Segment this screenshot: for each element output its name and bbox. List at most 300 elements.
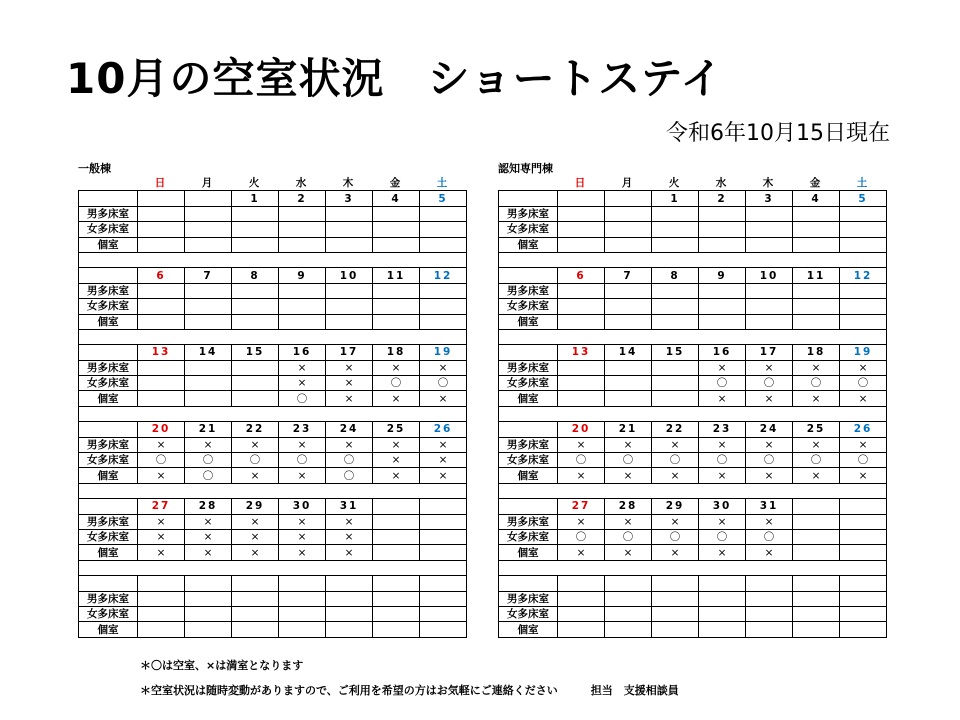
availability-cell: × xyxy=(420,468,467,483)
page-title: 10月の空室状況 ショートステイ xyxy=(66,54,724,103)
availability-cell xyxy=(699,606,746,621)
room-type-label: 女多床室 xyxy=(79,222,138,237)
availability-cell: 〇 xyxy=(326,468,373,483)
room-row xyxy=(499,222,887,237)
availability-cell xyxy=(420,529,467,544)
room-type-label: 個室 xyxy=(499,468,558,483)
weekday-label: 木 xyxy=(762,177,776,190)
availability-cell: × xyxy=(746,360,793,375)
availability-cell: × xyxy=(746,437,793,452)
date-row-label xyxy=(499,576,558,591)
availability-cell xyxy=(746,299,793,314)
week-spacer-row xyxy=(499,406,887,421)
availability-cell xyxy=(605,222,652,237)
date-cell: 25 xyxy=(373,422,420,437)
availability-cell xyxy=(840,591,887,606)
availability-cell xyxy=(373,299,420,314)
availability-cell xyxy=(138,391,185,406)
availability-cell xyxy=(699,314,746,329)
availability-cell: × xyxy=(138,529,185,544)
availability-cell xyxy=(420,283,467,298)
availability-cell: 〇 xyxy=(699,376,746,391)
availability-cell: × xyxy=(138,514,185,529)
date-cell: 2 xyxy=(699,191,746,206)
availability-cell: 〇 xyxy=(652,453,699,468)
availability-cell xyxy=(558,206,605,221)
availability-cell xyxy=(558,237,605,252)
room-type-label: 女多床室 xyxy=(79,606,138,621)
week-spacer-row xyxy=(79,560,467,575)
room-row xyxy=(79,283,467,298)
date-cell xyxy=(373,499,420,514)
availability-cell: 〇 xyxy=(138,453,185,468)
date-cell: 6 xyxy=(558,268,605,283)
date-cell: 11 xyxy=(793,268,840,283)
availability-cell: × xyxy=(279,468,326,483)
availability-cell: × xyxy=(185,545,232,560)
availability-cell: × xyxy=(793,437,840,452)
availability-cell xyxy=(420,314,467,329)
date-cell: 16 xyxy=(699,345,746,360)
room-row xyxy=(79,360,467,375)
availability-cell xyxy=(793,314,840,329)
availability-cell: × xyxy=(840,468,887,483)
date-cell: 9 xyxy=(699,268,746,283)
availability-cell: × xyxy=(279,545,326,560)
date-cell: 10 xyxy=(326,268,373,283)
availability-cell: × xyxy=(373,437,420,452)
availability-cell: × xyxy=(326,376,373,391)
date-cell: 21 xyxy=(185,422,232,437)
room-type-label: 男多床室 xyxy=(499,206,558,221)
building-general xyxy=(78,162,468,638)
availability-cell xyxy=(232,222,279,237)
availability-cell: × xyxy=(652,437,699,452)
room-row xyxy=(499,360,887,375)
availability-cell xyxy=(138,237,185,252)
room-row xyxy=(499,283,887,298)
date-cell xyxy=(279,576,326,591)
availability-cell xyxy=(420,545,467,560)
date-row-label xyxy=(499,422,558,437)
availability-cell xyxy=(558,314,605,329)
availability-cell: × xyxy=(326,529,373,544)
availability-cell xyxy=(279,591,326,606)
availability-cell xyxy=(605,314,652,329)
room-type-label: 男多床室 xyxy=(499,360,558,375)
date-cell: 31 xyxy=(746,499,793,514)
availability-cell xyxy=(746,591,793,606)
date-cell xyxy=(373,576,420,591)
date-cell: 19 xyxy=(840,345,887,360)
availability-cell: × xyxy=(373,391,420,406)
availability-cell: × xyxy=(840,360,887,375)
building-name: 認知専門棟 xyxy=(498,162,553,175)
availability-cell xyxy=(605,591,652,606)
date-cell: 7 xyxy=(185,268,232,283)
room-type-label: 個室 xyxy=(79,468,138,483)
availability-cell xyxy=(793,591,840,606)
room-row xyxy=(79,606,467,621)
room-type-label: 男多床室 xyxy=(79,591,138,606)
availability-cell xyxy=(420,591,467,606)
availability-cell xyxy=(326,622,373,637)
room-row xyxy=(499,376,887,391)
availability-table xyxy=(498,176,887,638)
weekday-label: 月 xyxy=(201,177,215,190)
room-row xyxy=(499,237,887,252)
availability-cell xyxy=(699,283,746,298)
date-cell: 29 xyxy=(232,499,279,514)
date-cell xyxy=(232,576,279,591)
availability-cell: × xyxy=(326,545,373,560)
date-cell xyxy=(840,576,887,591)
spacer-cell xyxy=(499,483,887,498)
date-cell: 15 xyxy=(232,345,279,360)
availability-cell xyxy=(652,622,699,637)
date-cell xyxy=(652,576,699,591)
availability-cell xyxy=(652,206,699,221)
availability-cell: × xyxy=(138,545,185,560)
availability-cell xyxy=(746,206,793,221)
availability-cell xyxy=(652,283,699,298)
availability-cell xyxy=(279,206,326,221)
availability-cell xyxy=(699,299,746,314)
date-cell xyxy=(605,576,652,591)
availability-cell xyxy=(232,299,279,314)
date-cell: 18 xyxy=(373,345,420,360)
date-cell: 29 xyxy=(652,499,699,514)
weekday-label: 水 xyxy=(295,177,309,190)
availability-cell xyxy=(185,222,232,237)
availability-table xyxy=(78,176,467,638)
room-row xyxy=(499,391,887,406)
date-cell: 3 xyxy=(326,191,373,206)
room-row xyxy=(79,222,467,237)
availability-cell xyxy=(138,222,185,237)
room-row xyxy=(79,529,467,544)
availability-cell xyxy=(232,376,279,391)
availability-cell xyxy=(652,299,699,314)
availability-cell: 〇 xyxy=(326,453,373,468)
date-cell: 2 xyxy=(279,191,326,206)
availability-cell: × xyxy=(373,453,420,468)
availability-cell xyxy=(185,283,232,298)
availability-cell xyxy=(232,314,279,329)
availability-cell xyxy=(420,606,467,621)
availability-cell xyxy=(420,222,467,237)
room-row xyxy=(79,545,467,560)
room-row xyxy=(79,514,467,529)
availability-cell xyxy=(605,283,652,298)
availability-cell xyxy=(185,376,232,391)
availability-cell: × xyxy=(746,468,793,483)
date-cell: 7 xyxy=(605,268,652,283)
availability-cell xyxy=(699,237,746,252)
date-row-label xyxy=(79,422,138,437)
date-cell: 15 xyxy=(652,345,699,360)
availability-cell: × xyxy=(279,360,326,375)
availability-cell xyxy=(138,606,185,621)
availability-cell xyxy=(746,314,793,329)
room-row xyxy=(499,299,887,314)
date-cell: 3 xyxy=(746,191,793,206)
room-type-label: 女多床室 xyxy=(79,453,138,468)
room-type-label: 個室 xyxy=(499,314,558,329)
legend-note: ＊〇は空室、×は満室となります xyxy=(140,659,304,672)
availability-cell: × xyxy=(326,360,373,375)
room-row xyxy=(499,606,887,621)
room-type-label: 女多床室 xyxy=(499,222,558,237)
availability-cell xyxy=(793,222,840,237)
availability-cell xyxy=(279,222,326,237)
availability-cell xyxy=(232,591,279,606)
availability-cell: × xyxy=(558,468,605,483)
availability-cell: × xyxy=(558,514,605,529)
availability-cell: × xyxy=(373,360,420,375)
date-row-label xyxy=(499,268,558,283)
availability-cell: × xyxy=(279,376,326,391)
room-type-label: 女多床室 xyxy=(79,299,138,314)
date-cell: 26 xyxy=(840,422,887,437)
date-cell xyxy=(793,499,840,514)
availability-cell xyxy=(420,237,467,252)
weekday-label: 火 xyxy=(668,177,682,190)
availability-cell: × xyxy=(605,437,652,452)
availability-cell xyxy=(373,283,420,298)
availability-cell: × xyxy=(793,391,840,406)
date-cell: 22 xyxy=(652,422,699,437)
date-cell: 28 xyxy=(605,499,652,514)
availability-cell: × xyxy=(138,468,185,483)
availability-cell: 〇 xyxy=(699,453,746,468)
availability-cell xyxy=(652,222,699,237)
availability-cell: × xyxy=(232,514,279,529)
availability-cell xyxy=(652,391,699,406)
availability-cell xyxy=(840,529,887,544)
availability-cell: × xyxy=(746,391,793,406)
availability-cell xyxy=(326,591,373,606)
room-row xyxy=(79,314,467,329)
room-type-label: 男多床室 xyxy=(79,206,138,221)
availability-cell: 〇 xyxy=(746,376,793,391)
corner-cell xyxy=(79,176,138,191)
availability-cell: 〇 xyxy=(185,468,232,483)
availability-cell xyxy=(373,314,420,329)
room-type-label: 男多床室 xyxy=(79,360,138,375)
availability-cell: × xyxy=(652,514,699,529)
date-cell: 12 xyxy=(840,268,887,283)
availability-cell: × xyxy=(326,437,373,452)
date-cell: 1 xyxy=(652,191,699,206)
availability-cell xyxy=(558,283,605,298)
date-cell: 10 xyxy=(746,268,793,283)
room-row xyxy=(79,376,467,391)
availability-cell xyxy=(185,206,232,221)
availability-cell xyxy=(373,591,420,606)
date-cell: 23 xyxy=(699,422,746,437)
date-cell: 17 xyxy=(326,345,373,360)
date-cell: 21 xyxy=(605,422,652,437)
date-cell: 23 xyxy=(279,422,326,437)
date-cell xyxy=(185,191,232,206)
room-row xyxy=(499,545,887,560)
availability-cell: × xyxy=(605,468,652,483)
date-cell: 8 xyxy=(232,268,279,283)
availability-cell xyxy=(138,283,185,298)
availability-cell xyxy=(326,606,373,621)
availability-cell xyxy=(840,206,887,221)
availability-cell xyxy=(652,314,699,329)
availability-cell xyxy=(373,545,420,560)
availability-cell xyxy=(840,299,887,314)
weekday-label: 金 xyxy=(389,177,403,190)
building-name: 一般棟 xyxy=(78,162,111,175)
room-row xyxy=(499,529,887,544)
weekday-header-row xyxy=(79,176,467,191)
availability-cell xyxy=(326,283,373,298)
date-cell: 8 xyxy=(652,268,699,283)
availability-cell: 〇 xyxy=(373,376,420,391)
room-type-label: 女多床室 xyxy=(499,529,558,544)
spacer-cell xyxy=(499,329,887,344)
availability-cell xyxy=(232,206,279,221)
room-type-label: 女多床室 xyxy=(499,299,558,314)
availability-cell xyxy=(652,360,699,375)
availability-cell: 〇 xyxy=(699,529,746,544)
weekday-label: 月 xyxy=(621,177,635,190)
date-row xyxy=(499,268,887,283)
availability-cell xyxy=(793,283,840,298)
availability-cell xyxy=(793,299,840,314)
availability-cell xyxy=(558,391,605,406)
availability-cell xyxy=(605,376,652,391)
availability-cell xyxy=(185,606,232,621)
availability-cell: × xyxy=(746,514,793,529)
date-cell xyxy=(840,499,887,514)
date-row xyxy=(499,499,887,514)
room-row xyxy=(499,468,887,483)
availability-cell xyxy=(279,283,326,298)
availability-cell: × xyxy=(699,391,746,406)
availability-cell xyxy=(605,299,652,314)
availability-cell: × xyxy=(232,437,279,452)
date-cell: 24 xyxy=(746,422,793,437)
availability-cell: × xyxy=(185,529,232,544)
room-row xyxy=(499,437,887,452)
availability-cell xyxy=(605,206,652,221)
week-spacer-row xyxy=(499,560,887,575)
room-row xyxy=(79,437,467,452)
spacer-cell xyxy=(79,252,467,267)
availability-cell: × xyxy=(138,437,185,452)
room-type-label: 男多床室 xyxy=(499,591,558,606)
availability-cell xyxy=(232,622,279,637)
availability-cell: 〇 xyxy=(793,453,840,468)
room-row xyxy=(499,622,887,637)
weekday-label: 火 xyxy=(248,177,262,190)
availability-cell: × xyxy=(326,391,373,406)
room-type-label: 女多床室 xyxy=(499,606,558,621)
availability-cell xyxy=(840,606,887,621)
availability-cell: × xyxy=(793,360,840,375)
room-row xyxy=(79,299,467,314)
weekday-label: 木 xyxy=(342,177,356,190)
room-row xyxy=(499,206,887,221)
availability-cell xyxy=(558,376,605,391)
availability-cell xyxy=(699,206,746,221)
date-cell: 17 xyxy=(746,345,793,360)
date-cell: 13 xyxy=(558,345,605,360)
availability-cell xyxy=(558,606,605,621)
weekday-header-row xyxy=(499,176,887,191)
date-cell xyxy=(746,576,793,591)
availability-cell xyxy=(420,206,467,221)
availability-cell xyxy=(279,299,326,314)
availability-cell xyxy=(185,314,232,329)
availability-cell: × xyxy=(793,468,840,483)
availability-cell xyxy=(746,222,793,237)
availability-cell: × xyxy=(840,437,887,452)
room-type-label: 男多床室 xyxy=(499,437,558,452)
availability-cell: × xyxy=(373,468,420,483)
room-type-label: 個室 xyxy=(499,545,558,560)
availability-cell xyxy=(558,299,605,314)
date-cell: 22 xyxy=(232,422,279,437)
availability-cell xyxy=(605,360,652,375)
availability-cell xyxy=(138,314,185,329)
contact-note: ＊空室状況は随時変動がありますので、ご利用を希望の方はお気軽にご連絡ください 担当 支援相談員 xyxy=(140,684,679,697)
room-row xyxy=(79,468,467,483)
date-row xyxy=(79,576,467,591)
availability-cell xyxy=(652,591,699,606)
date-cell: 31 xyxy=(326,499,373,514)
availability-cell xyxy=(605,237,652,252)
date-cell: 5 xyxy=(840,191,887,206)
week-spacer-row xyxy=(499,252,887,267)
date-cell: 4 xyxy=(793,191,840,206)
date-cell: 5 xyxy=(420,191,467,206)
room-row xyxy=(499,453,887,468)
weekday-label: 土 xyxy=(856,177,870,190)
availability-cell: × xyxy=(605,514,652,529)
availability-cell: 〇 xyxy=(232,453,279,468)
date-cell xyxy=(558,191,605,206)
date-cell xyxy=(326,576,373,591)
availability-cell: 〇 xyxy=(746,453,793,468)
room-type-label: 個室 xyxy=(499,391,558,406)
availability-cell: 〇 xyxy=(185,453,232,468)
availability-cell xyxy=(326,314,373,329)
availability-cell xyxy=(840,545,887,560)
availability-cell xyxy=(605,606,652,621)
availability-cell xyxy=(558,360,605,375)
availability-cell: × xyxy=(699,437,746,452)
availability-cell xyxy=(232,606,279,621)
availability-cell xyxy=(279,237,326,252)
date-cell: 30 xyxy=(699,499,746,514)
availability-cell xyxy=(746,606,793,621)
availability-cell xyxy=(138,622,185,637)
date-cell: 27 xyxy=(138,499,185,514)
availability-cell: × xyxy=(699,468,746,483)
date-cell xyxy=(605,191,652,206)
availability-cell xyxy=(279,622,326,637)
room-row xyxy=(79,453,467,468)
date-cell: 16 xyxy=(279,345,326,360)
date-cell xyxy=(138,191,185,206)
availability-cell xyxy=(840,283,887,298)
